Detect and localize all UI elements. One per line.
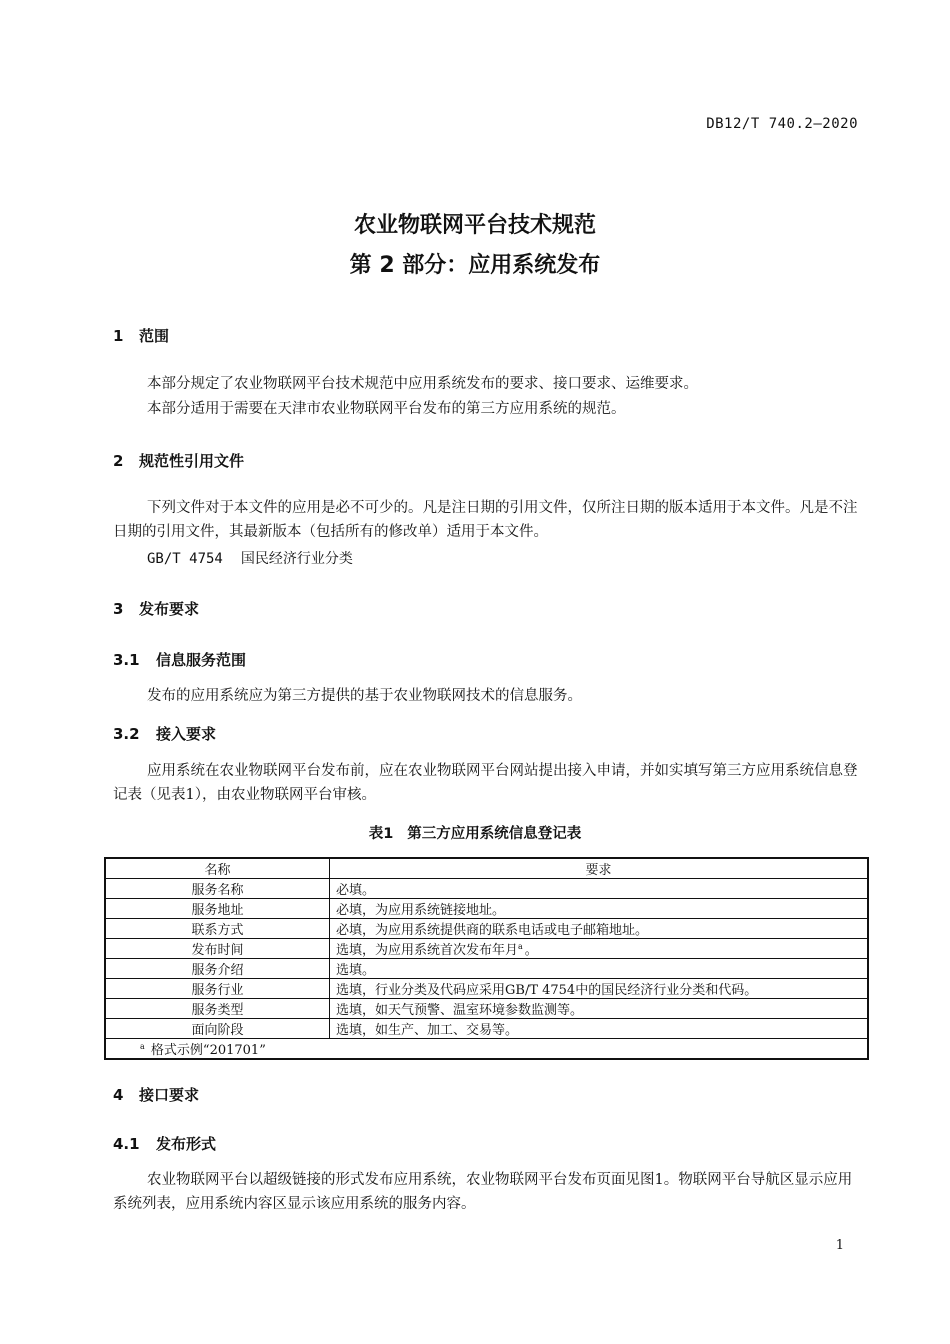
section-number: 3 bbox=[113, 600, 124, 618]
section-title: 信息服务范围 bbox=[156, 651, 247, 669]
section-3-1-heading bbox=[113, 649, 246, 670]
section-1-paragraph-2 bbox=[113, 397, 860, 421]
document-title: 农业物联网平台技术规范 bbox=[353, 213, 596, 238]
row-requirement: 选填，行业分类及代码应采用GB/T 4754中的国民经济行业分类和代码。 bbox=[330, 979, 869, 999]
table-row bbox=[105, 1019, 868, 1039]
table-caption bbox=[0, 822, 950, 843]
table-row bbox=[105, 939, 868, 959]
row-requirement: 选填，如天气预警、温室环境参数监测等。 bbox=[330, 999, 869, 1019]
requirement-tail: 。 bbox=[524, 943, 538, 958]
column-header-name: 名称 bbox=[105, 858, 330, 879]
section-1-heading bbox=[113, 325, 169, 346]
paragraph-text: 本部分适用于需要在天津市农业物联网平台发布的第三方应用系统的规范。 bbox=[147, 401, 626, 417]
page-number: 1 bbox=[835, 1238, 844, 1253]
reference-title: 国民经济行业分类 bbox=[240, 551, 353, 567]
row-name: 服务名称 bbox=[105, 879, 330, 899]
section-title: 接口要求 bbox=[139, 1086, 200, 1104]
footnote-mark: a bbox=[518, 941, 523, 951]
table-title: 第三方应用系统信息登记表 bbox=[407, 826, 582, 842]
row-requirement bbox=[330, 939, 869, 959]
paragraph-text: 应用系统在农业物联网平台发布前，应在农业物联网平台网站提出接入申请，并如实填写第三方应用系统信息登记表（见表1），由农业物联网平台审核。 bbox=[113, 763, 858, 803]
row-name: 服务类型 bbox=[105, 999, 330, 1019]
section-1-paragraph-1 bbox=[113, 372, 860, 396]
section-title: 规范性引用文件 bbox=[139, 452, 245, 470]
section-number: 3.2 bbox=[113, 725, 140, 743]
row-requirement: 必填，为应用系统提供商的联系电话或电子邮箱地址。 bbox=[330, 919, 869, 939]
table-footnote-row bbox=[105, 1039, 868, 1060]
paragraph-text: 发布的应用系统应为第三方提供的基于农业物联网技术的信息服务。 bbox=[147, 688, 582, 704]
row-requirement: 选填，如生产、加工、交易等。 bbox=[330, 1019, 869, 1039]
row-requirement: 选填。 bbox=[330, 959, 869, 979]
table-footnote bbox=[105, 1039, 868, 1060]
paragraph-text: 下列文件对于本文件的应用是必不可少的。凡是注日期的引用文件，仅所注日期的版本适用于本文件。凡是不注日期的引用文件，其最新版本（包括所有的修改单）适用于本文件。 bbox=[113, 500, 858, 540]
section-number: 4.1 bbox=[113, 1135, 140, 1153]
section-2-heading bbox=[113, 450, 244, 471]
standard-code: DB12/T 740.2—2020 bbox=[706, 116, 858, 132]
row-name: 服务地址 bbox=[105, 899, 330, 919]
section-3-1-paragraph bbox=[113, 684, 860, 708]
table-row bbox=[105, 979, 868, 999]
section-number: 4 bbox=[113, 1086, 124, 1104]
row-requirement: 必填，为应用系统链接地址。 bbox=[330, 899, 869, 919]
row-name: 发布时间 bbox=[105, 939, 330, 959]
row-requirement: 必填。 bbox=[330, 879, 869, 899]
table-row bbox=[105, 899, 868, 919]
registration-table bbox=[104, 857, 869, 1060]
table-row bbox=[105, 879, 868, 899]
table-row bbox=[105, 959, 868, 979]
requirement-text: 选填，为应用系统首次发布年月 bbox=[336, 943, 519, 958]
footnote-text: 格式示例“201701” bbox=[150, 1043, 266, 1058]
table-number: 表1 bbox=[368, 826, 394, 842]
section-title: 范围 bbox=[139, 327, 170, 345]
document-subtitle: 第 2 部分：应用系统发布 bbox=[349, 253, 601, 278]
section-title: 发布要求 bbox=[139, 600, 200, 618]
section-3-2-heading bbox=[113, 723, 216, 744]
section-title: 接入要求 bbox=[156, 725, 217, 743]
table-row bbox=[105, 999, 868, 1019]
section-title: 发布形式 bbox=[156, 1135, 217, 1153]
row-name: 服务行业 bbox=[105, 979, 330, 999]
row-name: 服务介绍 bbox=[105, 959, 330, 979]
section-4-1-heading bbox=[113, 1133, 216, 1154]
paragraph-text: 本部分规定了农业物联网平台技术规范中应用系统发布的要求、接口要求、运维要求。 bbox=[147, 376, 698, 392]
column-header-requirement: 要求 bbox=[330, 858, 869, 879]
section-4-1-paragraph bbox=[113, 1168, 860, 1216]
reference-code: GB/T 4754 bbox=[147, 551, 223, 567]
section-3-2-paragraph bbox=[113, 759, 860, 807]
section-4-heading bbox=[113, 1084, 199, 1105]
normative-reference bbox=[147, 548, 353, 568]
row-name: 面向阶段 bbox=[105, 1019, 330, 1039]
section-3-heading bbox=[113, 598, 199, 619]
table-row bbox=[105, 919, 868, 939]
section-number: 1 bbox=[113, 327, 124, 345]
row-name: 联系方式 bbox=[105, 919, 330, 939]
section-number: 2 bbox=[113, 452, 124, 470]
paragraph-text: 农业物联网平台以超级链接的形式发布应用系统，农业物联网平台发布页面见图1。物联网平台导航区显示应用系统列表，应用系统内容区显示该应用系统的服务内容。 bbox=[113, 1172, 853, 1212]
footnote-mark: a bbox=[140, 1041, 145, 1051]
table-header-row bbox=[105, 858, 868, 879]
section-2-paragraph bbox=[113, 496, 860, 544]
section-number: 3.1 bbox=[113, 651, 140, 669]
